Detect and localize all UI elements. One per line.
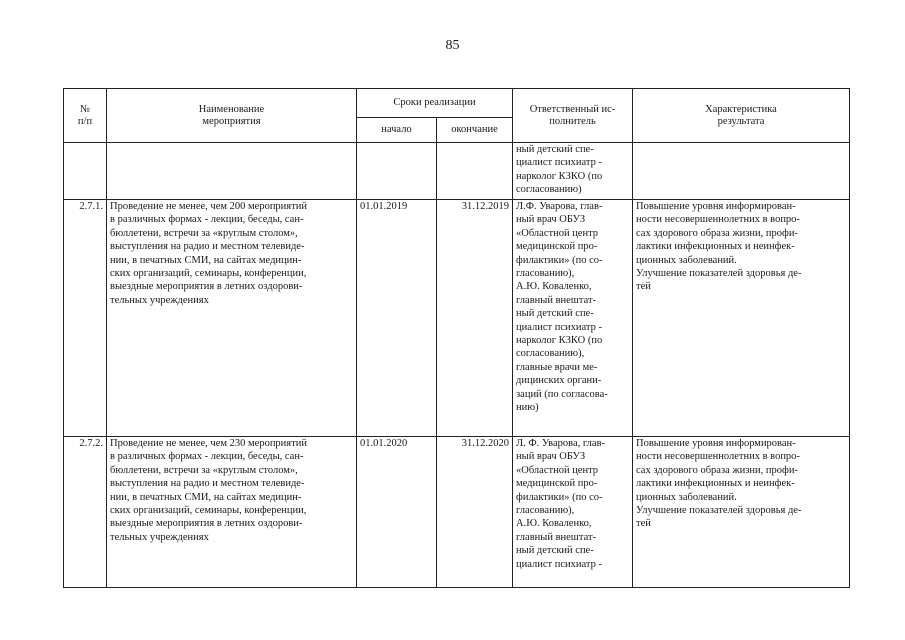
cell-end-date: 31.12.2019 xyxy=(437,200,513,437)
cell-responsible: Л. Ф. Уварова, глав- ный врач ОБУЗ «Областной центр медицинской про- филактики» (по со- гласованию), А.Ю. Коваленко, главный внештат- ный детский спе- циалист психиатр - xyxy=(513,437,633,588)
cell-empty xyxy=(64,143,107,200)
cell-empty xyxy=(357,143,437,200)
header-event-name: Наименование мероприятия xyxy=(107,89,357,143)
cell-end-date: 31.12.2020 xyxy=(437,437,513,588)
cell-result: Повышение уровня информирован- ности несовершеннолетних в вопро- сах здорового образа жизни, профи- лактики инфекционных и неинфек- ционных заболеваний. Улучшение показателей здоровья де- тей xyxy=(633,200,850,437)
table-header xyxy=(64,89,850,143)
header-result: Характеристика результата xyxy=(633,89,850,143)
cell-responsible: ный детский спе- циалист психиатр - нарколог КЗКО (по согласованию) xyxy=(513,143,633,200)
cell-start-date: 01.01.2020 xyxy=(357,437,437,588)
header-end: окончание xyxy=(437,118,513,143)
table-row xyxy=(64,437,850,588)
cell-start-date: 01.01.2019 xyxy=(357,200,437,437)
table-header-row xyxy=(64,89,850,118)
table-row-continuation xyxy=(64,143,850,200)
cell-responsible: Л.Ф. Уварова, глав- ный врач ОБУЗ «Областной центр медицинской про- филактики» (по со- гласованию), А.Ю. Коваленко, главный внештат- ный детский спе- циалист психиатр - нарколог КЗКО (по согласованию), главные врачи ме- дицинских органи- заций (по согласова- нию) xyxy=(513,200,633,437)
cell-number: 2.7.2. xyxy=(64,437,107,588)
action-plan-table xyxy=(63,88,850,588)
cell-empty xyxy=(437,143,513,200)
cell-event-name: Проведение не менее, чем 200 мероприятий в различных формах - лекции, беседы, сан- бюллетени, встречи за «круглым столом», выступления на радио и местном телевиде- нии, в печатных СМИ, на сайтах медицин- ских организаций, семинары, конференции, выездные мероприятия в летних оздорови- тельных учреждениях xyxy=(107,200,357,437)
cell-number: 2.7.1. xyxy=(64,200,107,437)
header-responsible: Ответственный ис- полнитель xyxy=(513,89,633,143)
header-start: начало xyxy=(357,118,437,143)
cell-event-name: Проведение не менее, чем 230 мероприятий в различных формах - лекции, беседы, сан- бюллетени, встречи за «круглым столом», выступления на радио и местном телевиде- нии, в печатных СМИ, на сайтах медицин- ских организаций, семинары, конференции, выездные мероприятия в летних оздорови- тельных учреждениях xyxy=(107,437,357,588)
table-row xyxy=(64,200,850,437)
page-number: 85 xyxy=(445,38,460,53)
header-timeline: Сроки реализации xyxy=(357,89,513,118)
table-body xyxy=(64,143,850,588)
cell-empty xyxy=(107,143,357,200)
cell-empty xyxy=(633,143,850,200)
header-number: № п/п xyxy=(64,89,107,143)
cell-result: Повышение уровня информирован- ности несовершеннолетних в вопро- сах здорового образа жизни, профи- лактики инфекционных и неинфек- ционных заболеваний. Улучшение показателей здоровья де- тей xyxy=(633,437,850,588)
